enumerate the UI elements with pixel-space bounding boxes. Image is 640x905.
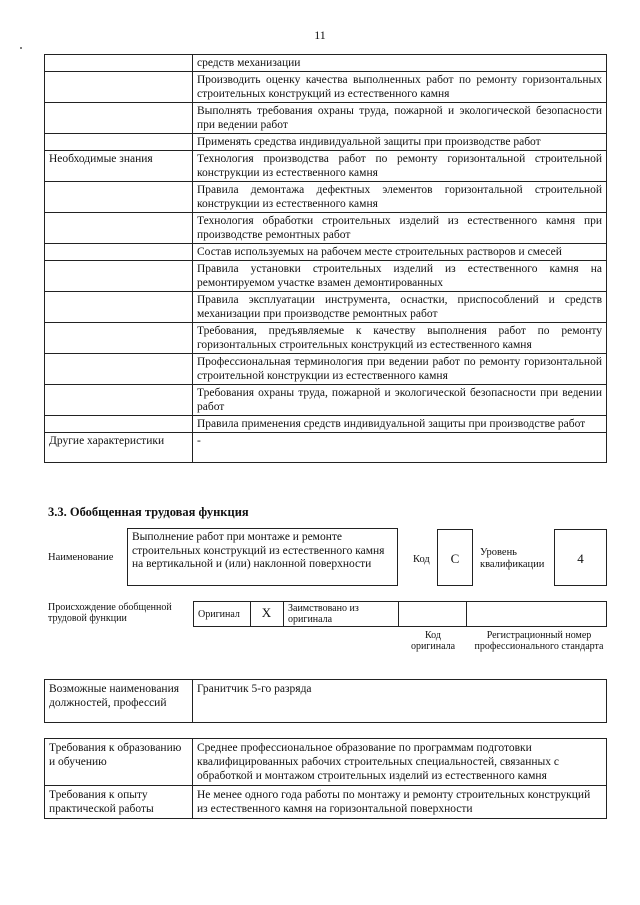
row-text: Правила демонтажа дефектных элементов горизонтальной строительной конструкции из естественного камня [193, 182, 607, 213]
row-label [45, 354, 193, 385]
positions-label: Возможные наименования должностей, профессий [45, 680, 193, 723]
requirement-value: Не менее одного года работы по монтажу и ремонту строительных конструкций из естественного камня на горизонтальной поверхности [193, 786, 607, 819]
row-text: Технология производства работ по ремонту горизонтальной строительной конструкции из естественного камня [193, 151, 607, 182]
row-label [45, 55, 193, 72]
row-text: Технология обработки строительных изделий из естественного камня при производстве ремонтных работ [193, 213, 607, 244]
table-row [45, 292, 607, 323]
original-label: Оригинал [198, 609, 240, 620]
requirement-label: Требования к опыту практической работы [45, 786, 193, 819]
row-text: Правила применения средств индивидуальной защиты при производстве работ [193, 416, 607, 433]
table-row [45, 182, 607, 213]
level-value: 4 [554, 529, 607, 586]
table-row [45, 72, 607, 103]
row-label: Необходимые знания [45, 151, 193, 182]
table-row [45, 416, 607, 433]
table-row [45, 354, 607, 385]
row-label [45, 213, 193, 244]
row-text: Правила эксплуатации инструмента, оснастки, приспособлений и средств механизации при производстве ремонтных работ [193, 292, 607, 323]
requirement-value: Среднее профессиональное образование по программам подготовки квалифицированных рабочих строительных специальностей, связанных с обработкой и монтажом строительных изделий из естественного камня [193, 739, 607, 786]
page-number: 11 [314, 28, 326, 42]
section-title: 3.3. Обобщенная трудовая функция [48, 505, 249, 519]
borrowed-label: Заимствовано из оригинала [288, 603, 359, 625]
table-row [45, 261, 607, 292]
row-text: Правила установки строительных изделий из естественного камня на ремонтируемом участке взамен демонтированных [193, 261, 607, 292]
row-label [45, 134, 193, 151]
row-label [45, 416, 193, 433]
row-label [45, 385, 193, 416]
row-label [45, 261, 193, 292]
positions-value: Гранитчик 5-го разряда [193, 680, 607, 723]
row-label [45, 323, 193, 354]
table-row [45, 244, 607, 261]
row-text: Требования, предъявляемые к качеству выполнения работ по ремонту горизонтальных строительных конструкций из естественного камня [193, 323, 607, 354]
row-text: Применять средства индивидуальной защиты при производстве работ [193, 134, 607, 151]
row-label: Другие характеристики [45, 433, 193, 463]
row-label [45, 72, 193, 103]
table-row [45, 433, 607, 463]
row-label [45, 244, 193, 261]
row-text: Профессиональная терминология при ведении работ по ремонту горизонтальной строительной конструкции из естественного камня [193, 354, 607, 385]
row-text: Требования охраны труда, пожарной и экологической безопасности при ведении работ [193, 385, 607, 416]
table-row [45, 213, 607, 244]
divider [283, 601, 284, 627]
table-row [45, 151, 607, 182]
table-row [45, 323, 607, 354]
divider [398, 601, 399, 627]
table-row [45, 786, 607, 819]
table-row [45, 739, 607, 786]
row-text: средств механизации [193, 55, 607, 72]
level-label: Уровень квалификации [480, 547, 545, 570]
row-text: Состав используемых на рабочем месте строительных растворов и смесей [193, 244, 607, 261]
table-row [45, 680, 607, 723]
requirement-label: Требования к образованию и обучению [45, 739, 193, 786]
row-label [45, 292, 193, 323]
origin-label: Происхождение обобщенной трудовой функции [48, 602, 172, 624]
registration-caption: Регистрационный номер профессионального стандарта [474, 630, 604, 652]
code-label: Код [413, 554, 430, 565]
table-row [45, 55, 607, 72]
original-mark: X [261, 605, 272, 620]
row-text: Выполнять требования охраны труда, пожарной и экологической безопасности при ведении работ [193, 103, 607, 134]
table-row [45, 103, 607, 134]
scan-dot [20, 47, 22, 49]
code-value: C [437, 529, 473, 586]
requirements-table [44, 738, 607, 819]
code-original-caption: Код оригинала [410, 630, 456, 652]
skills-knowledge-table [44, 54, 607, 463]
function-name-box: Выполнение работ при монтаже и ремонте строительных конструкций из естественного камня на вертикальной и (или) наклонной поверхности [127, 528, 398, 586]
name-label: Наименование [48, 552, 114, 563]
row-label [45, 103, 193, 134]
positions-table [44, 679, 607, 723]
row-text: - [193, 433, 607, 463]
divider [466, 601, 467, 627]
table-row [45, 134, 607, 151]
row-text: Производить оценку качества выполненных работ по ремонту горизонтальных строительных конструкций из естественного камня [193, 72, 607, 103]
row-label [45, 182, 193, 213]
table-row [45, 385, 607, 416]
